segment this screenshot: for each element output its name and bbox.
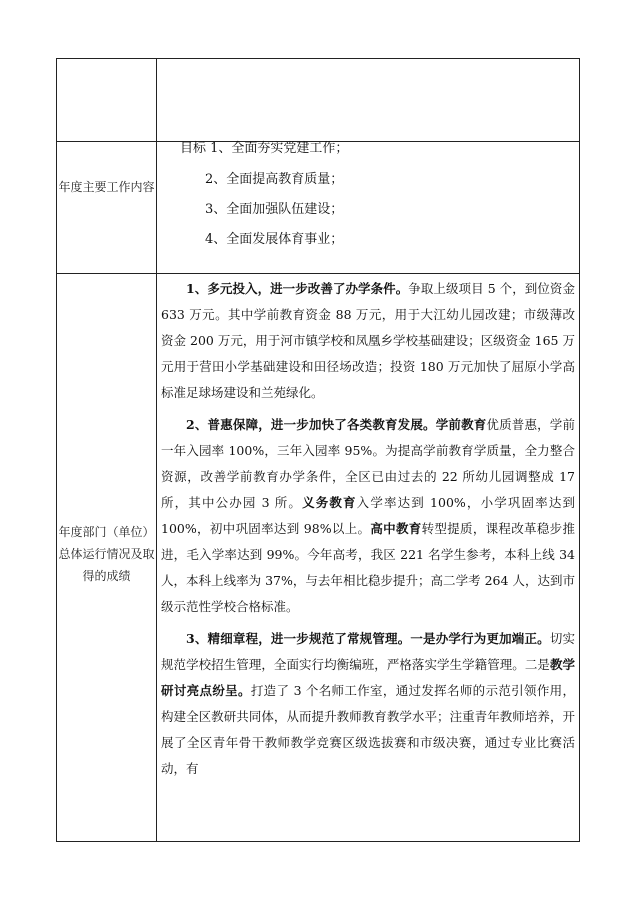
goal-item: 2、全面提高教育质量； bbox=[205, 172, 344, 187]
paragraph-text: 入学率达到 100%，小学巩固率达到 100%，初中巩固率达到 98%以上。 bbox=[161, 495, 575, 536]
goals-row-label: 年度主要工作内容 bbox=[58, 180, 155, 194]
paragraph-education bbox=[161, 412, 575, 620]
keyword: 高中教育 bbox=[370, 521, 422, 536]
paragraph-text: 打造了 3 个名师工作室，通过发挥名师的示范引领作用，构建全区教研共同体，从而提升教师教育教学水平；注重青年教师培养，开展了全区青年骨干教师教学竞赛区级选拔赛和市级决赛，通过专业比赛活动，有 bbox=[161, 683, 575, 776]
goal-item: 3、全面加强队伍建设； bbox=[205, 202, 344, 217]
paragraph-management bbox=[161, 626, 575, 782]
keyword: 学前教育 bbox=[435, 417, 487, 432]
paragraph-text: 转型提质，课程改革稳步推进，毛入学率达到 99%。今年高考，我区 221 名学生参考，本科上线 34 人，本科上线率为 37%，与去年相比稳步提升；高二学考 264 人，达到市级示范性学校合格标准。 bbox=[161, 521, 575, 614]
paragraph-heading: 2、普惠保障，进一步加快了各类教育发展。 bbox=[186, 417, 436, 432]
keyword: 义务教育 bbox=[302, 495, 357, 510]
paragraph-text: 优质普惠，学前一年入园率 100%，三年入园率 95%。为提高学前教育学质量，全力整合资源，改善学前教育办学条件，全区已由过去的 22 所幼儿园调整成 17 所，其中公办园 3 所。 bbox=[161, 417, 575, 510]
keyword: 教学研讨亮点纷呈。 bbox=[161, 657, 575, 698]
paragraph-heading: 3、精细章程，进一步规范了常规管理。一是办学行为更加端正。 bbox=[186, 631, 550, 646]
paragraph-text: 争取上级项目 5 个，到位资金 633 万元。其中学前教育资金 88 万元，用于大江幼儿园改建；市级薄改资金 200 万元，用于河市镇学校和凤凰乡学校基础建设；区级资金 165 万元用于营田小学基础建设和田径场改造；投资 180 万元加快了屈原小学高标准足球场建设和兰苑绿化。 bbox=[161, 281, 575, 400]
goal-item: 目标 1、全面夯实党建工作； bbox=[180, 141, 349, 156]
report-table bbox=[56, 58, 580, 842]
paragraph-text: 切实规范学校招生管理，全面实行均衡编班，严格落实学生学籍管理。二是 bbox=[161, 631, 575, 672]
results-content bbox=[157, 276, 581, 788]
paragraph-heading: 1、多元投入，进一步改善了办学条件。 bbox=[186, 281, 409, 296]
paragraph-funding bbox=[161, 276, 575, 406]
results-row-label: 年度部门（单位）总体运行情况及取得的成绩 bbox=[58, 525, 155, 583]
goal-item: 4、全面发展体育事业； bbox=[205, 232, 344, 247]
row-divider bbox=[57, 273, 579, 274]
